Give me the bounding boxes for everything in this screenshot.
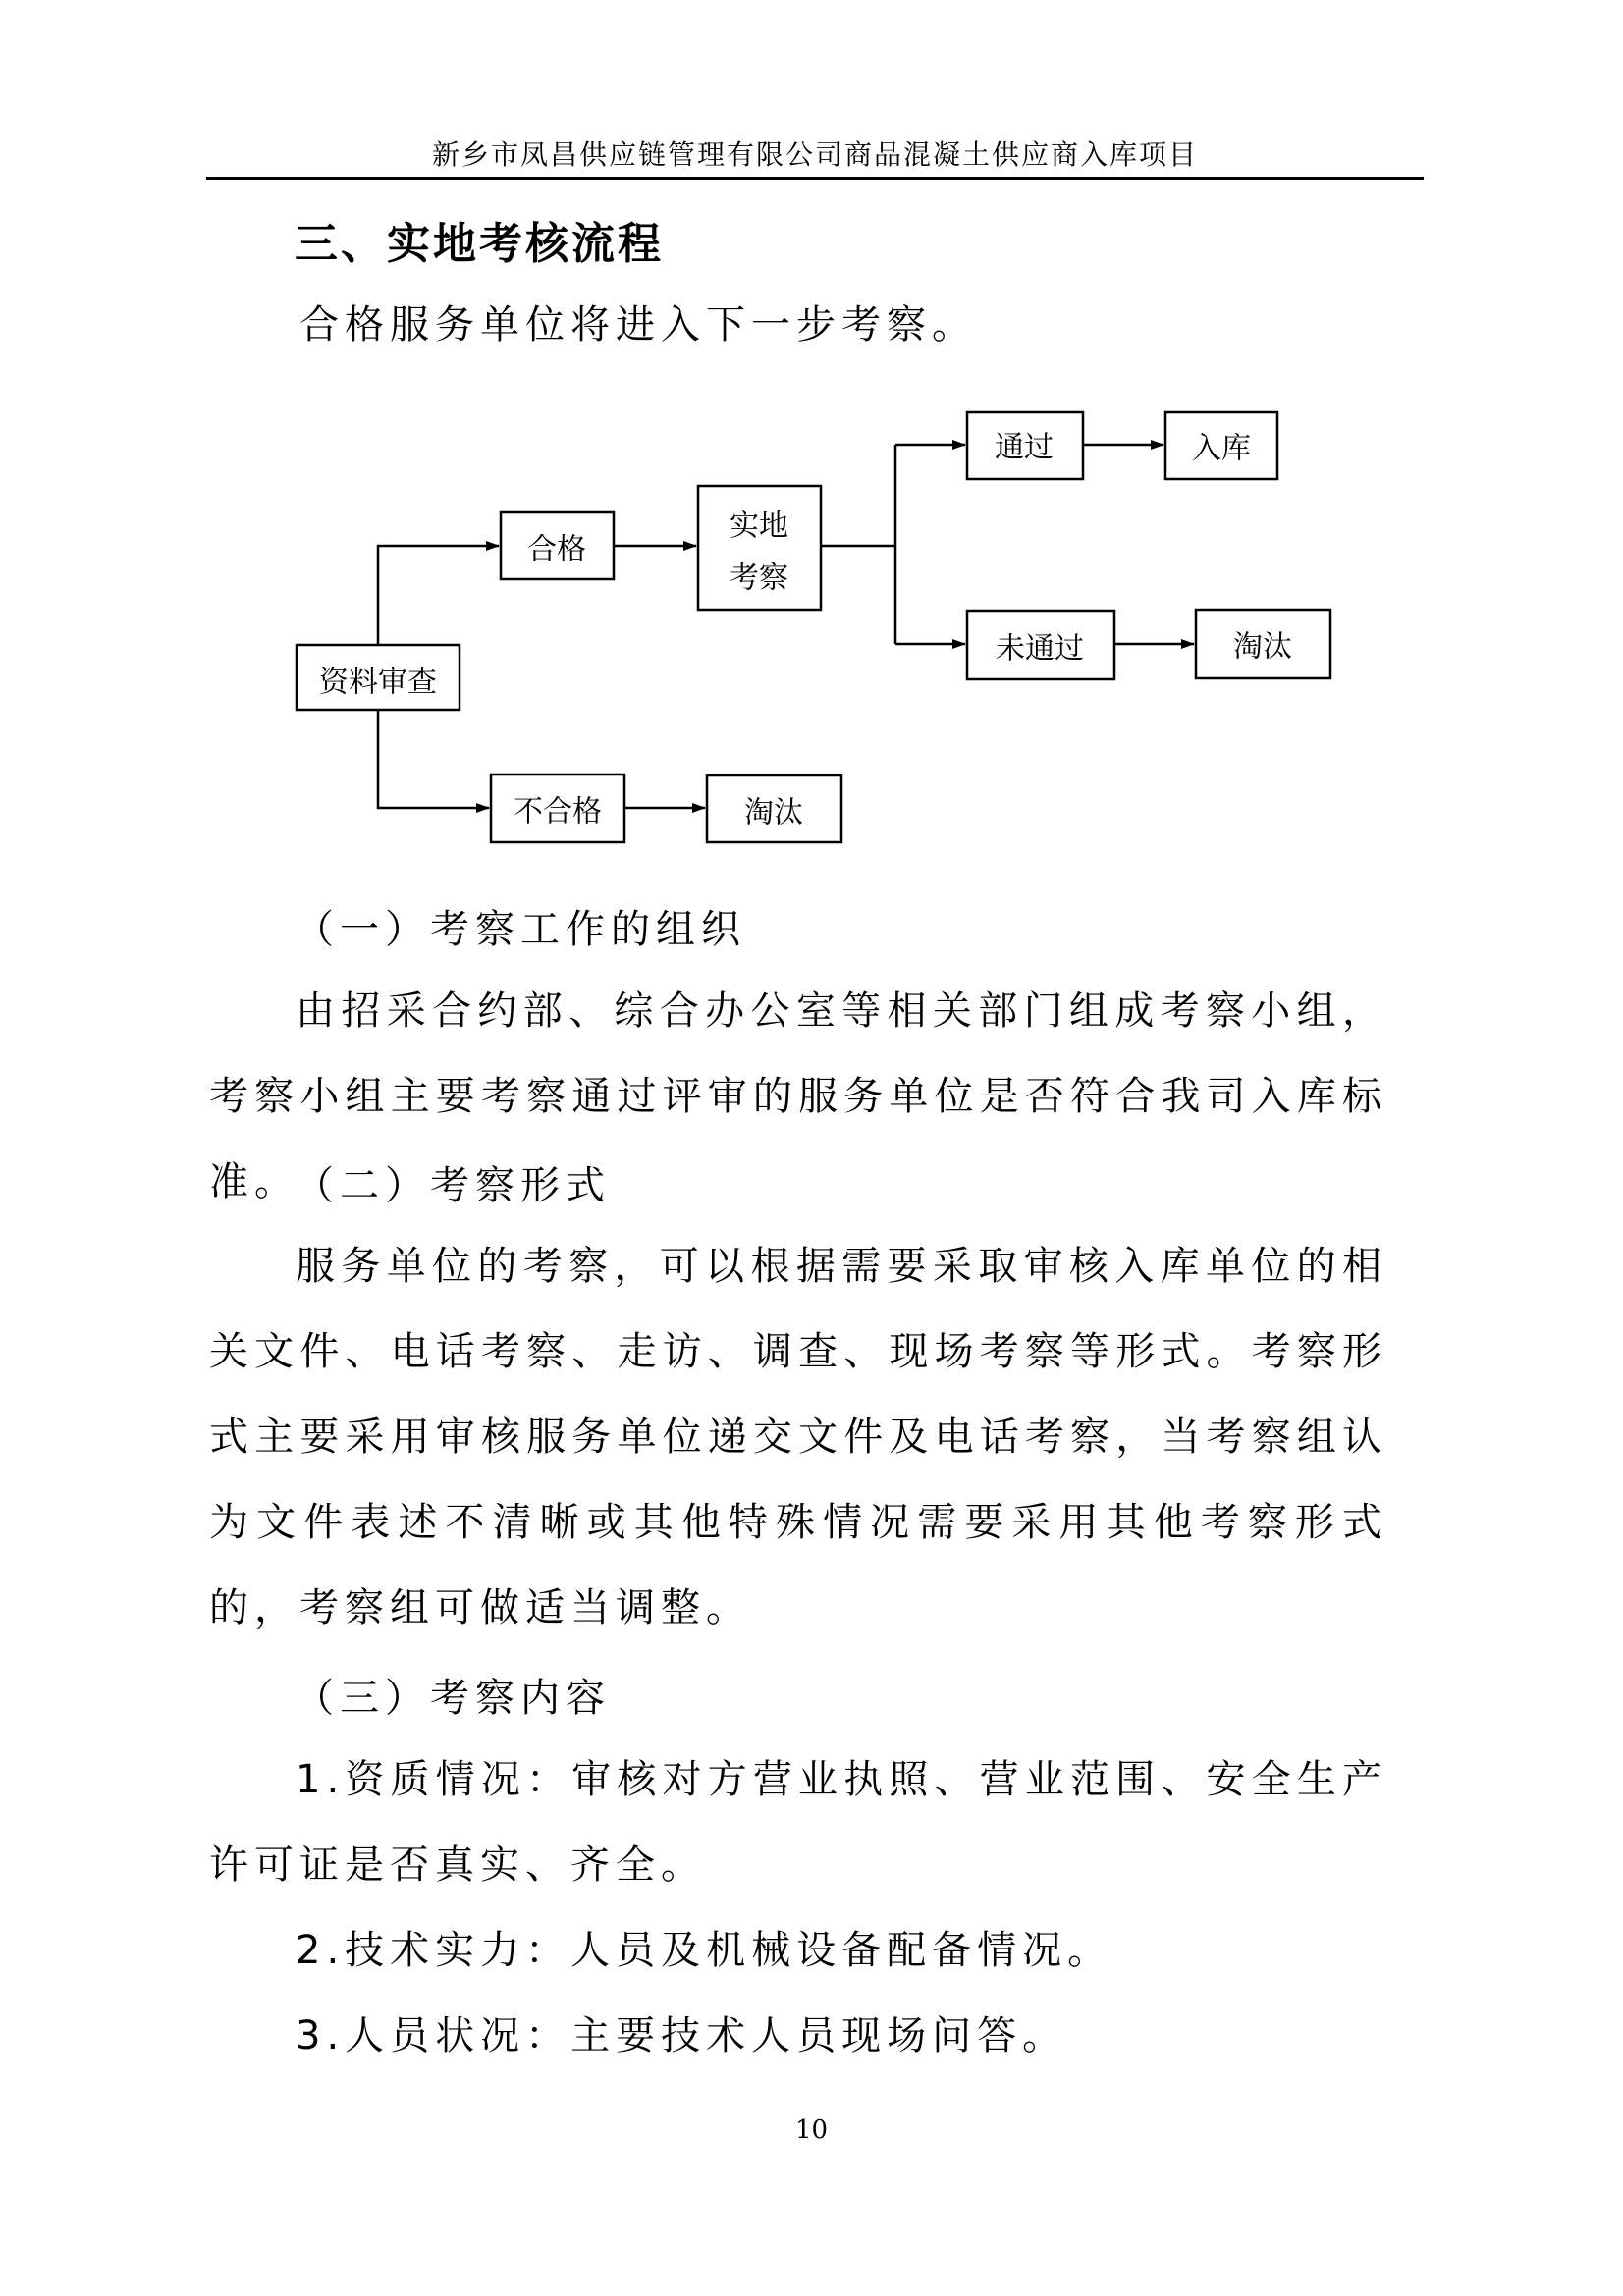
subsection-3-title: （三）考察内容 (295, 1676, 611, 1721)
node-review-label: 资料审查 (319, 665, 437, 700)
page-number: 10 (794, 2115, 829, 2145)
document-header: 新乡市凤昌供应链管理有限公司商品混凝土供应商入库项目 (431, 138, 1198, 171)
subsection-2-body: 服务单位的考察，可以根据需要采取审核入库单位的相关文件、电话考察、走访、调查、现场考察等形式。考察形式主要采用审核服务单位递交文件及电话考察，当考察组认为文件表述不清晰或其他特殊情况需要采用其他考察形式的，考察组可做适当调整。 (209, 1244, 1387, 1630)
node-site-inspection-label-2: 考察 (730, 561, 788, 596)
node-warehouse-label: 入库 (1192, 431, 1251, 466)
node-fail-label: 未通过 (996, 631, 1084, 667)
arrow-review-to-unqualified (378, 707, 489, 808)
node-unqualified-label: 不合格 (514, 794, 602, 829)
node-qualified-label: 合格 (527, 532, 586, 567)
node-site-inspection-label-1: 实地 (730, 508, 788, 544)
arrow-review-to-qualified (378, 546, 499, 648)
node-pass-label: 通过 (995, 430, 1054, 465)
node-eliminate-unqualified-label: 淘汰 (744, 795, 803, 830)
subsection-3-item-3: 3.人员状况：主要技术人员现场问答。 (296, 2013, 1068, 2058)
subsection-1-title: （一）考察工作的组织 (295, 907, 746, 952)
section-title: 三、实地考核流程 (295, 219, 664, 269)
subsection-3-item-2: 2.技术实力：人员及机械设备配备情况。 (296, 1928, 1113, 1973)
subsection-1-body: 由招采合约部、综合办公室等相关部门组成考察小组，考察小组主要考察通过评审的服务单位是否符合我司入库标准。 (209, 988, 1387, 1204)
node-eliminate-fail-label: 淘汰 (1233, 629, 1292, 665)
subsection-3-item-1: 1.资质情况：审核对方营业执照、营业范围、安全生产许可证是否真实、齐全。 (209, 1757, 1387, 1888)
subsection-2-title: （二）考察形式 (295, 1163, 611, 1208)
section-intro: 合格服务单位将进入下一步考察。 (299, 302, 977, 347)
